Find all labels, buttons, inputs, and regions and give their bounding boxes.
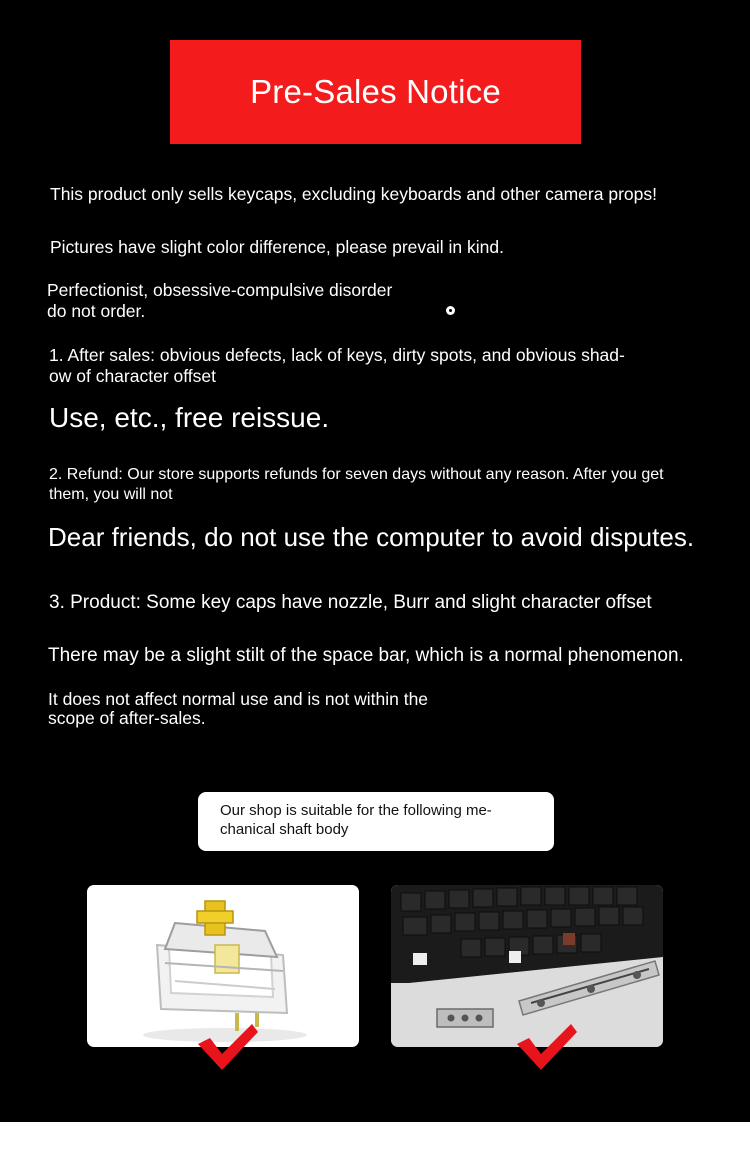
not-after-sales-line-2: scope of after-sales. (48, 708, 206, 728)
refund-dispute-note: Dear friends, do not use the computer to avoid disputes. (48, 522, 695, 552)
shop-compatibility-text (220, 802, 520, 840)
bullet-dot-icon (446, 306, 455, 315)
after-sales-reissue: Use, etc., free reissue. (49, 402, 330, 433)
shop-compatibility-box (198, 792, 554, 851)
check-mark-icon (196, 1022, 258, 1072)
notice-line-keycaps-only: This product only sells keycaps, excluding keyboards and other camera props! (50, 184, 657, 204)
notice-line-perfectionist: Perfectionist, obsessive-compulsive disorder (47, 280, 393, 300)
product-note: 3. Product: Some key caps have nozzle, Burr and slight character offset (49, 592, 652, 613)
shop-line-2: chanical shaft body (220, 820, 349, 838)
notice-line-color-difference: Pictures have slight color difference, please prevail in kind. (50, 237, 504, 257)
not-after-sales-line-1: It does not affect normal use and is not within the (48, 689, 429, 709)
after-sales-line-1: 1. After sales: obvious defects, lack of keys, dirty spots, and obvious shad- (49, 345, 625, 365)
check-mark-icon (515, 1022, 577, 1072)
after-sales-line-2: ow of character offset (49, 366, 216, 386)
refund-line-2: them, you will not (49, 486, 173, 503)
shop-line-1: Our shop is suitable for the following me- (220, 802, 492, 819)
pre-sales-banner (170, 40, 581, 144)
bottom-white-strip (0, 1122, 750, 1174)
space-bar-note: There may be a slight stilt of the space bar, which is a normal phenomenon. (48, 645, 684, 666)
banner-title: Pre-Sales Notice (250, 73, 501, 110)
refund-line-1: 2. Refund: Our store supports refunds for seven days without any reason. After you get (49, 466, 664, 483)
notice-line-do-not-order: do not order. (47, 301, 146, 321)
